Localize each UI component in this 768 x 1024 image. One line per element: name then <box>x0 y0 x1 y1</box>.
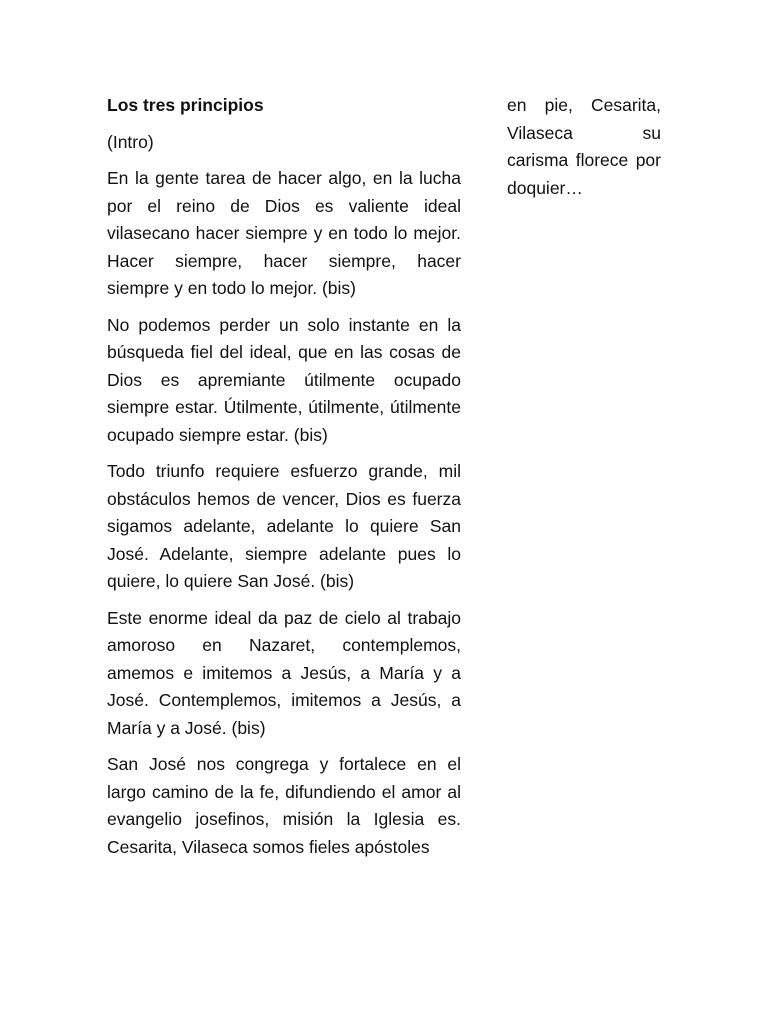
paragraph-intro: (Intro) <box>107 131 154 152</box>
paragraph-verse-1: En la gente tarea de hacer algo, en la lucha por el reino de Dios es valiente ideal vilasecano hacer siempre y en todo lo mejor. Hacer siempre, hacer siempre, hacer siempre y en todo lo mejor. (bis) <box>107 168 461 298</box>
document-title: Los tres principios <box>107 95 264 115</box>
paragraph-continuation: en pie, Cesarita, Vilaseca su carisma florece por doquier… <box>507 95 661 198</box>
paragraph-verse-4: Este enorme ideal da paz de cielo al trabajo amoroso en Nazaret, contemplemos, amemos e imitemos a Jesús, a María y a José. Contemplemos, imitemos a Jesús, a María y a José. (bis) <box>107 607 461 738</box>
right-column <box>507 92 661 202</box>
paragraph-verse-3: Todo triunfo requiere esfuerzo grande, mil obstáculos hemos de vencer, Dios es fuerza sigamos adelante, adelante lo quiere San José. Adelante, siempre adelante pues lo quiere, lo quiere San José. (bis) <box>107 461 461 591</box>
left-column <box>107 92 461 870</box>
paragraph-verse-2: No podemos perder un solo instante en la búsqueda fiel del ideal, que en las cosas de Dios es apremiante útilmente ocupado siempre estar. Útilmente, útilmente, útilmente ocupado siempre estar. (bis) <box>107 314 461 445</box>
paragraph-verse-5: San José nos congrega y fortalece en el largo camino de la fe, difundiendo el amor al evangelio josefinos, misión la Iglesia es. Cesarita, Vilaseca somos fieles apóstoles <box>107 754 461 857</box>
